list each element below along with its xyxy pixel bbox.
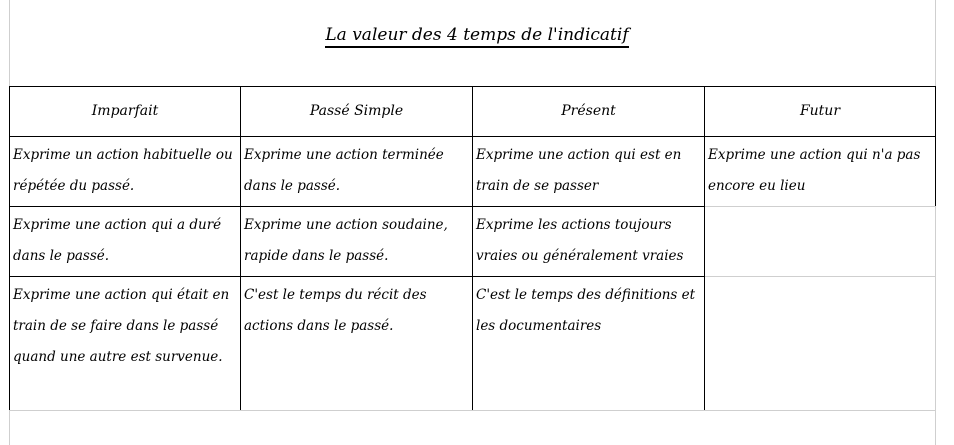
- header-imparfait: Imparfait: [9, 86, 241, 137]
- cell-present-3: C'est le temps des définitions et les documentaires: [472, 276, 705, 411]
- cell-imparfait-1: Exprime un action habituelle ou répétée du passé.: [9, 136, 241, 207]
- cell-present-2: Exprime les actions toujours vraies ou généralement vraies: [472, 206, 705, 277]
- page-gridline-bottom: [9, 410, 936, 411]
- cell-futur-2-empty: [704, 206, 936, 277]
- header-present: Présent: [472, 86, 705, 137]
- cell-present-1: Exprime une action qui est en train de se passer: [472, 136, 705, 207]
- cell-futur-3-empty: [704, 276, 936, 411]
- cell-imparfait-2: Exprime une action qui a duré dans le passé.: [9, 206, 241, 277]
- cell-futur-1: Exprime une action qui n'a pas encore eu lieu: [704, 136, 936, 207]
- header-passe-simple: Passé Simple: [240, 86, 473, 137]
- cell-imparfait-3: Exprime une action qui était en train de se faire dans le passé quand une autre est survenue.: [9, 276, 241, 411]
- header-futur: Futur: [704, 86, 936, 137]
- document-title: [0, 22, 954, 48]
- document-title-text: La valeur des 4 temps de l'indicatif: [325, 25, 628, 48]
- cell-passe-simple-1: Exprime une action terminée dans le passé.: [240, 136, 473, 207]
- cell-passe-simple-3: C'est le temps du récit des actions dans le passé.: [240, 276, 473, 411]
- tenses-table: [9, 86, 936, 411]
- cell-passe-simple-2: Exprime une action soudaine, rapide dans le passé.: [240, 206, 473, 277]
